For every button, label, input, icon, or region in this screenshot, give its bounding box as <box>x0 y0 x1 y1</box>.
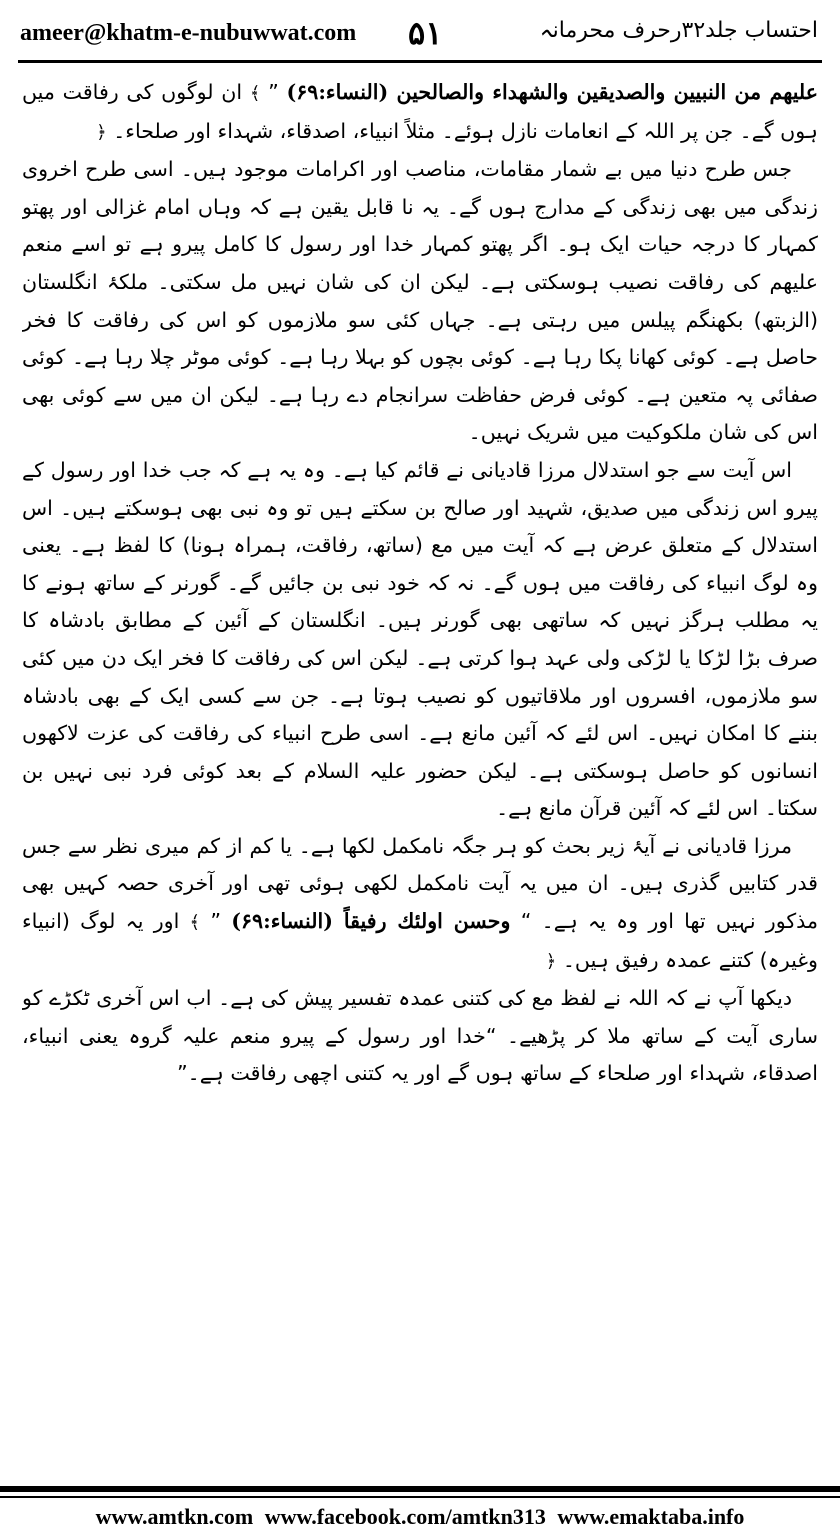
page-body <box>22 74 818 1458</box>
open-quote: “ <box>520 909 532 934</box>
close-quote: ” <box>210 909 221 934</box>
paragraph-5 <box>22 980 818 1093</box>
paragraph-1 <box>22 74 818 151</box>
quranic-verse: وحسن اولئك رفیقاً (النساء:۶۹) <box>231 909 511 934</box>
quranic-verse: علیھم من النبیین والصدیقین والشھداء والصالحین (النساء:۶۹) <box>286 80 818 104</box>
ornament-open-icon: ﴾ <box>249 83 261 104</box>
page-header <box>0 0 840 62</box>
paragraph-4 <box>22 828 818 980</box>
close-quote: ” <box>268 80 279 104</box>
verse-translation: ان لوگوں کی رفاقت میں ہوں گے۔ جن پر اللہ کے انعامات نازل ہوئے۔ مثلاً انبیاء، اصدقاء، شہداء اور صلحاء۔ <box>22 80 818 143</box>
page-footer <box>0 1470 840 1540</box>
header-email: ameer@khatm-e-nubuwwat.com <box>20 20 357 46</box>
footer-link[interactable]: www.facebook.com/amtkn313 <box>264 1504 546 1529</box>
header-rule <box>18 60 822 63</box>
ornament-close-icon: ﴿ <box>96 121 107 143</box>
paragraph-3-text: اس آیت سے جو استدلال مرزا قادیانی نے قائم کیا ہے۔ وہ یہ ہے کہ جب خدا اور رسول کے پیرو اس زندگی میں صدیق، شہید اور صالح بن سکتے ہیں تو وہ نبی بھی ہوسکتے ہیں۔ اس استدلال کے متعلق عرض ہے کہ آیت میں مع (ساتھ، رفاقت، ہمراہ ہونا) کا لفظ ہے۔ یعنی وہ لوگ انبیاء کی رفاقت میں ہوں گے۔ نہ کہ خود نبی بن جائیں گے۔ گورنر کے ساتھ ہونے کا یہ مطلب ہرگز نہیں کہ ساتھی بھی گورنر ہیں۔ انگلستان کے آئین کے مطابق بادشاہ کا صرف بڑا لڑکا یا لڑکی ولی عہد ہوا کرتی ہے۔ لیکن اس کی رفاقت کا فخر ایک دن میں کئی سو ملازموں، افسروں اور ملاقاتیوں کو نصیب ہوتا ہے۔ جن سے کسی ایک کے بھی بادشاہ بننے کا امکان نہیں۔ اس لئے کہ آئین مانع ہے۔ اسی طرح انبیاء کی رفاقت کی عزت لاکھوں انسانوں کو حاصل ہوسکتی ہے۔ لیکن حضور علیہ السلام کے بعد کوئی فرد نبی نہیں بن سکتا۔ اس لئے کہ آئین قرآن مانع ہے۔ <box>22 457 818 821</box>
paragraph-5-quote: “خدا اور رسول کے پیرو منعم علیہ گروہ یعنی انبیاء، اصدقاء، شہداء اور صلحاء کے ساتھ ہوں گے اور یہ کتنی اچھی رفاقت ہے۔” <box>22 1023 818 1086</box>
footer-links <box>0 1504 840 1530</box>
footer-link[interactable]: www.amtkn.com <box>95 1504 254 1529</box>
ornament-close-icon: ﴿ <box>545 950 557 972</box>
footer-link[interactable]: www.emaktaba.info <box>557 1504 745 1529</box>
footer-rule-thin <box>0 1496 840 1498</box>
paragraph-3 <box>22 452 818 828</box>
paragraph-5-text: دیکھا آپ نے کہ اللہ نے لفظ مع کی کتنی عمدہ تفسیر پیش کی ہے۔ اب اس آخری ٹکڑے کو ساری آیت کے ساتھ ملا کر پڑھیے۔ <box>22 986 818 1048</box>
verse-translation: اور یہ لوگ (انبیاء وغیرہ) کتنے عمدہ رفیق ہیں۔ <box>22 909 818 972</box>
paragraph-4-text: مرزا قادیانی نے آیۂ زیر بحث کو ہر جگہ نامکمل لکھا ہے۔ یا کم از کم میری نظر سے جس قدر کتابیں گذری ہیں۔ ان میں یہ آیت نامکمل لکھی ہوئی تھی اور آخری حصہ کہیں بھی مذکور نہیں تھا اور وہ یہ ہے۔ <box>22 833 818 934</box>
book-title: احتساب جلد۳۲رحرف محرمانہ <box>539 18 818 43</box>
footer-rule-thick <box>0 1486 840 1492</box>
page-number: ۵۱ <box>408 15 443 51</box>
paragraph-2 <box>22 151 818 452</box>
paragraph-2-text: جس طرح دنیا میں بے شمار مقامات، مناصب اور اکرامات موجود ہیں۔ اسی طرح اخروی زندگی میں بھی زندگی کے مدارج ہوں گے۔ یہ نا قابل یقین ہے کہ وہاں امام غزالی اور پھتو کمہار کا درجہ حیات ایک ہو۔ اگر پھتو کمہار خدا اور رسول کا کامل پیرو ہے تو اسے منعم علیھم کی رفاقت نصیب ہوسکتی ہے۔ لیکن ان کی شان نہیں مل سکتی۔ ملکۂ انگلستان (الزبتھ) بکھنگم پیلس میں رہتی ہے۔ جہاں کئی سو ملازموں کو اس کی رفاقت کا فخر حاصل ہے۔ کوئی کھانا پکا رہا ہے۔ کوئی بچوں کو بہلا رہا ہے۔ کوئی موٹر چلا رہا ہے۔ کوئی صفائی پہ متعین ہے۔ کوئی فرض حفاظت سرانجام دے رہا ہے۔ لیکن ان میں سے کوئی بھی اس کی شان ملکوکیت میں شریک نہیں۔ <box>22 157 818 445</box>
ornament-open-icon: ﴾ <box>189 912 201 934</box>
